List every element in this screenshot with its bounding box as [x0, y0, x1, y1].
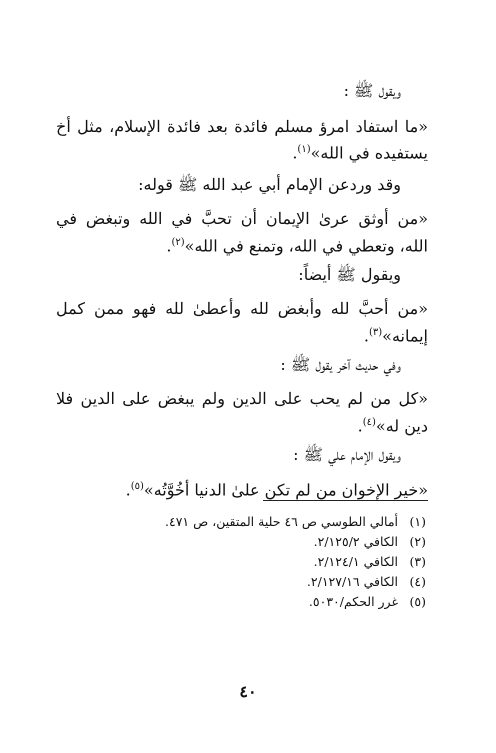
- footnote-ref: (٢): [171, 237, 185, 248]
- footnote: (١)أمالي الطوسي ص ٤٦ حلية المتقين، ص ٤٧١.: [165, 514, 426, 529]
- narration-line: ويقول ﷺ :: [343, 81, 401, 100]
- footnote: (٥)غرر الحكم/٥٠٣٠.: [308, 594, 426, 609]
- hadith-line: «من أوثق عرىٰ الإيمان أن تحبَّ في الله وتبغض في: [56, 209, 428, 228]
- footnote: (٤)الكافي ٢/١٢٧/١٦.: [306, 574, 426, 589]
- hadith-line: الله، وتعطي في الله، وتمنع في الله»$^{(٢)}$.: [166, 236, 428, 256]
- hadith-line: إيمانه»$^{(٣)}$.: [363, 326, 428, 346]
- footnote-separator: [263, 500, 428, 501]
- footnote-ref: (٥): [130, 481, 144, 492]
- footnote-ref: (١): [297, 144, 311, 155]
- hadith-line: يستفيده في الله»$^{(١)}$.: [292, 143, 428, 163]
- narration-line: وفي حديث آخر يقول ﷺ :: [280, 355, 401, 374]
- hadith-line: «خير الإخوان من لم تكن علىٰ الدنيا أخُوَّتُه»$^{(٥)}$.: [125, 480, 428, 500]
- page-number: ٤٠: [239, 682, 257, 701]
- footnote: (٢)الكافي ٢/١٢٥/٢.: [313, 534, 426, 549]
- hadith-line: «ما استفاد امرؤ مسلم فائدة بعد فائدة الإسلام، مثل أخ: [56, 117, 428, 136]
- hadith-line: «كل من لم يحب على الدين ولم يبغض على الدين فلا: [56, 389, 428, 408]
- hadith-line: «من أحبَّ لله وأبغض لله وأعطىٰ لله فهو ممن كمل: [56, 299, 428, 318]
- narration-line: وقد وردعن الإمام أبي عبد الله ﷺ قوله:: [138, 175, 401, 194]
- footnote: (٣)الكافي ٢/١٢٤/١.: [313, 554, 426, 569]
- footnote-ref: (٣): [368, 327, 383, 338]
- narration-line: ويقول الإمام علي ﷺ :: [293, 445, 401, 464]
- footnote-ref: (٤): [362, 417, 376, 428]
- narration-line: ويقول ﷺ أيضاً:: [298, 265, 401, 284]
- hadith-line: دين له»$^{(٤)}$.: [357, 416, 428, 436]
